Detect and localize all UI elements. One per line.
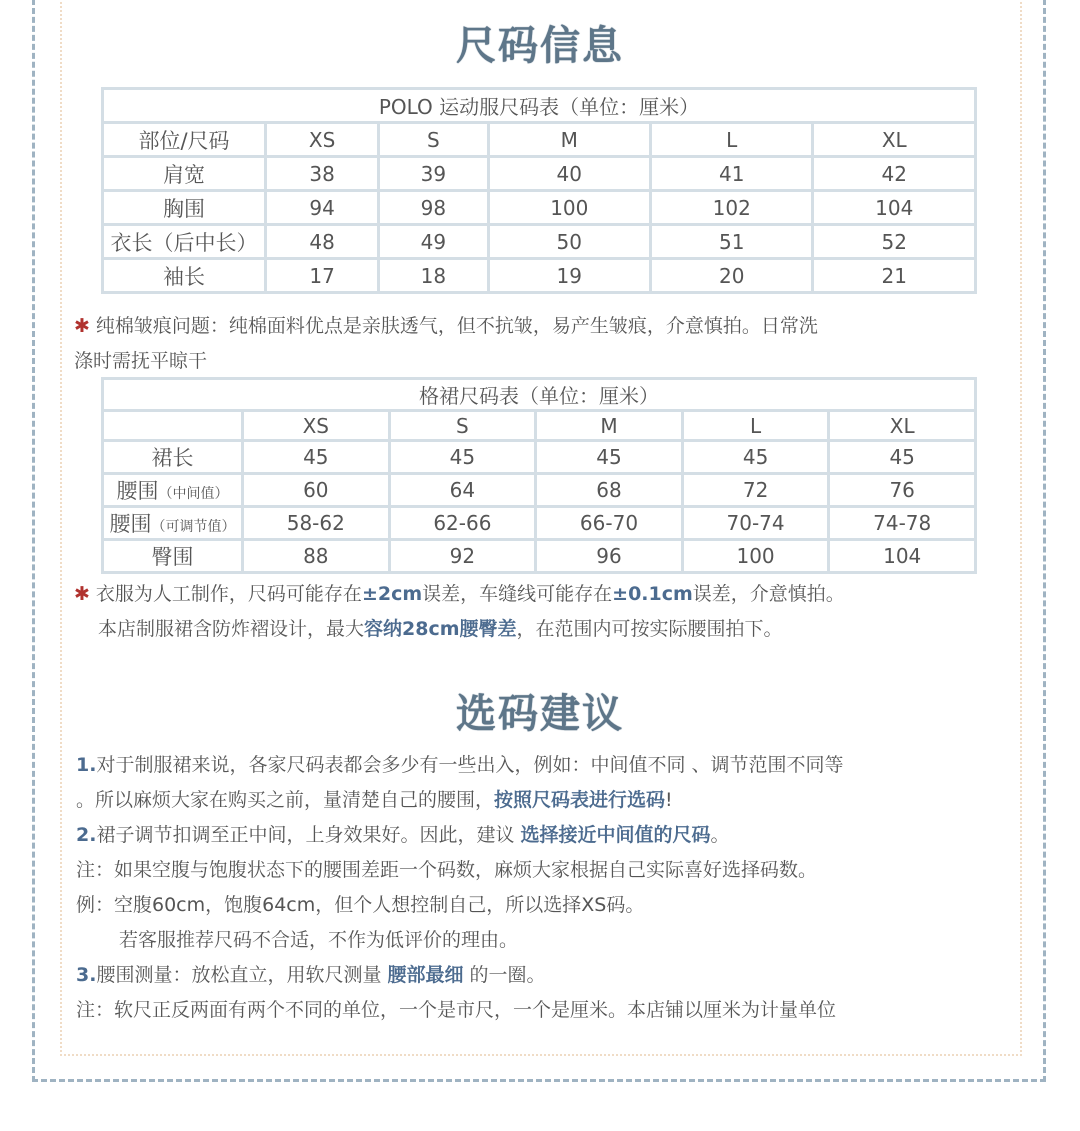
row-label (104, 475, 241, 505)
advice-text: 的一圈。 (463, 964, 546, 986)
table-header-row (104, 412, 974, 439)
table-cell: 21 (814, 260, 974, 291)
table-cell: 68 (537, 475, 681, 505)
table-header-row (104, 124, 974, 155)
table-cell: 70-74 (684, 508, 828, 538)
table-cell: 98 (380, 192, 486, 223)
table-cell: 38 (267, 158, 377, 189)
size-info-title: 尺码信息 (456, 23, 624, 69)
highlight-text: ±2cm (361, 583, 423, 605)
asterisk-icon: ✱ (74, 315, 90, 337)
advice-text: 裙子调节扣调至正中间，上身效果好。因此，建议 (96, 824, 521, 846)
table-cell: 45 (830, 442, 974, 472)
table-cell: 51 (652, 226, 811, 257)
row-label-text: 腰围 (116, 479, 159, 503)
header-cell: S (380, 124, 486, 155)
table-cell: 72 (684, 475, 828, 505)
table-cell: 41 (652, 158, 811, 189)
table-cell: 92 (391, 541, 535, 571)
table-cell: 94 (267, 192, 377, 223)
note-text: 误差，介意慎拍。 (692, 583, 845, 605)
table-row (104, 541, 974, 571)
table-cell: 60 (244, 475, 388, 505)
table-cell: 42 (814, 158, 974, 189)
table-row (104, 260, 974, 291)
table-cell: 104 (830, 541, 974, 571)
header-cell: XL (814, 124, 974, 155)
note-text: ，在范围内可按实际腰围拍下。 (516, 618, 783, 640)
header-cell: XS (244, 412, 388, 439)
note-text: 衣服为人工制作，尺码可能存在 (95, 583, 362, 605)
highlight-text: 按照尺码表进行选码 (494, 789, 666, 811)
highlight-text: 腰部最细 (387, 964, 464, 986)
table-cell: 39 (380, 158, 486, 189)
cotton-note-line-1 (74, 311, 818, 338)
table-cell: 96 (537, 541, 681, 571)
row-label-text: 裙长 (151, 446, 194, 470)
table-row (104, 226, 974, 257)
row-label (104, 508, 241, 538)
advice-text: 腰围测量：放松直立，用软尺测量 (96, 964, 388, 986)
table-cell: 76 (830, 475, 974, 505)
table-cell: 45 (391, 442, 535, 472)
table-row (104, 158, 974, 189)
table-cell: 19 (490, 260, 649, 291)
header-cell: M (490, 124, 649, 155)
table-cell: 45 (244, 442, 388, 472)
table-cell: 58-62 (244, 508, 388, 538)
advice-p3-line (76, 960, 546, 987)
table-row (104, 475, 974, 505)
header-cell: M (537, 412, 681, 439)
table-cell: 52 (814, 226, 974, 257)
table-cell: 88 (244, 541, 388, 571)
row-label-note: （中间值） (158, 486, 229, 502)
row-label: 袖长 (104, 260, 264, 291)
header-cell (104, 412, 241, 439)
row-label: 肩宽 (104, 158, 264, 189)
row-label: 胸围 (104, 192, 264, 223)
item-number: 1. (76, 754, 97, 776)
table-cell: 49 (380, 226, 486, 257)
table-cell: 62-66 (391, 508, 535, 538)
header-cell: 部位/尺码 (104, 124, 264, 155)
table-cell: 50 (490, 226, 649, 257)
advice-p2-line (76, 820, 730, 847)
asterisk-icon: ✱ (74, 583, 90, 605)
row-label (104, 541, 241, 571)
advice-text: 对于制服裙来说，各家尺码表都会多少有一些出入，例如：中间值不同 、调节范围不同等 (96, 754, 844, 776)
cotton-note-text: 纯棉皱痕问题：纯棉面料优点是亲肤透气，但不抗皱，易产生皱痕，介意慎拍。日常洗 (95, 315, 818, 337)
table-row (104, 192, 974, 223)
table-cell: 45 (684, 442, 828, 472)
table-row (104, 508, 974, 538)
table-cell: 74-78 (830, 508, 974, 538)
advice-note-line-2: 注：软尺正反两面有两个不同的单位，一个是市尺，一个是厘米。本店铺以厘米为计量单位 (76, 999, 837, 1021)
highlight-text: 容纳28cm腰臀差 (364, 618, 517, 640)
advice-text: 。所以麻烦大家在购买之前，量清楚自己的腰围， (76, 789, 495, 811)
row-label: 衣长（后中长） (104, 226, 264, 257)
advice-text: ! (665, 789, 673, 811)
advice-p1-line-1 (76, 750, 844, 777)
advice-p1-line-2 (76, 785, 673, 812)
table-cell: 18 (380, 260, 486, 291)
table-cell: 104 (814, 192, 974, 223)
error-note-line-2 (98, 614, 783, 641)
table-cell: 100 (490, 192, 649, 223)
highlight-text: 选择接近中间值的尺码 (520, 824, 711, 846)
error-note-line-1 (74, 579, 845, 606)
table-cell: 40 (490, 158, 649, 189)
polo-table-title: POLO 运动服尺码表（单位：厘米） (104, 90, 974, 121)
skirt-size-table (101, 377, 977, 574)
note-text: 本店制服裙含防炸褶设计，最大 (98, 618, 365, 640)
note-text: 误差，车缝线可能存在 (422, 583, 613, 605)
highlight-text: ±0.1cm (612, 583, 693, 605)
skirt-table-title: 格裙尺码表（单位：厘米） (104, 380, 974, 409)
advice-note-line: 注：如果空腹与饱腹状态下的腰围差距一个码数，麻烦大家根据自己实际喜好选择码数。 (76, 859, 818, 881)
table-row (104, 442, 974, 472)
header-cell: S (391, 412, 535, 439)
table-cell: 66-70 (537, 508, 681, 538)
advice-example-line: 例：空腹60cm，饱腹64cm，但个人想控制自己，所以选择XS码。 (76, 894, 645, 916)
table-cell: 17 (267, 260, 377, 291)
table-cell: 45 (537, 442, 681, 472)
table-cell: 64 (391, 475, 535, 505)
header-cell: XS (267, 124, 377, 155)
header-cell: L (652, 124, 811, 155)
table-cell: 48 (267, 226, 377, 257)
header-cell: XL (830, 412, 974, 439)
advice-example-line-2: 若客服推荐尺码不合适，不作为低评价的理由。 (119, 929, 519, 951)
item-number: 2. (76, 824, 97, 846)
row-label (104, 442, 241, 472)
table-cell: 20 (652, 260, 811, 291)
row-label-text: 腰围 (109, 512, 152, 536)
advice-text: 。 (710, 824, 730, 846)
cotton-note-line-2: 涤时需抚平晾干 (74, 350, 208, 372)
row-label-note: （可调节值） (151, 519, 236, 535)
table-cell: 100 (684, 541, 828, 571)
item-number: 3. (76, 964, 97, 986)
table-cell: 102 (652, 192, 811, 223)
header-cell: L (684, 412, 828, 439)
row-label-text: 臀围 (151, 545, 194, 569)
polo-size-table (101, 87, 977, 294)
size-advice-title: 选码建议 (456, 691, 624, 737)
